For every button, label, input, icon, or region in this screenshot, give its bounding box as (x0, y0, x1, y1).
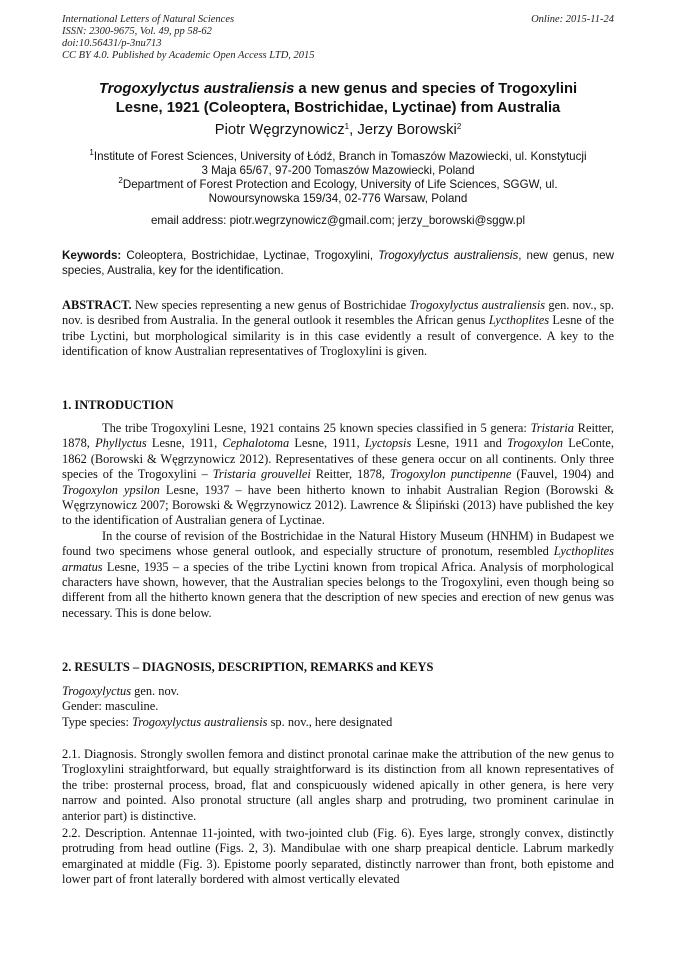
text-run: Lesne, 1937 – have been hitherto known to inhabit Australian Region (Borowski & Węgrzynowicz 2007; Borowski & Węgrzynowicz 2012). Lawrence & Ślipiński (2013) have published the key to the identification of Australian genera of Lyctinae. (62, 482, 614, 528)
text-run: The tribe Trogoxylini Lesne, 1921 contains 25 known species classified in 5 genera: (102, 421, 531, 435)
type-label: Type species: (62, 714, 133, 729)
genus-line (62, 684, 614, 699)
keywords-text-1: Coleoptera, Bostrichidae, Lyctinae, Trogoxylini, (121, 249, 379, 262)
text-run: Reitter, 1878, (310, 467, 390, 482)
abstract (62, 298, 614, 360)
text-run: (Fauvel, 1904) and (511, 467, 614, 482)
affiliation-2-line2: Nowoursynowska 159/34, 02-776 Warsaw, Poland (208, 192, 468, 205)
genus-name: Trogoxylyctus (62, 684, 132, 698)
affiliation-2-line1: Department of Forest Protection and Ecology, University of Life Sciences, SGGW, ul. (122, 178, 558, 191)
text-run: Reitter, 1878, (62, 421, 615, 451)
doi-line: doi:10.56431/p-3nu713 (62, 38, 162, 49)
keywords-label: Keywords: (62, 249, 122, 262)
authors (62, 121, 614, 140)
email-line: email address: piotr.wegrzynowicz@gmail.com; jerzy_borowski@sggw.pl (150, 214, 526, 227)
type-species: Trogoxylyctus australiensis (132, 714, 268, 729)
italic-taxon: Phyllyctus (95, 436, 147, 451)
genus-info (62, 684, 614, 730)
title-rest-line1: a new genus and species of Trogoxylini (294, 81, 578, 97)
abstract-text-1: New species representing a new genus of Bostrichidae (131, 298, 410, 312)
text-run: In the course of revision of the Bostrichidae in the Natural History Museum (HNHM) in Budapest we found two specimens whose general outlook, and especially structure of pronotum, resembled (62, 528, 614, 559)
affiliation-1-mark: 1 (89, 148, 94, 157)
description-paragraph: 2.2. Description. Antennae 11-jointed, with two-jointed club (Fig. 6). Eyes large, strongly convex, distinctly protruding from head outline (Figs. 2, 3). Mandibulae with one sharp preapical denticle. Labrum markedly emarginated at middle (Fig. 3). Epistome poorly separated, distinctly narrower than front, both epistome and lower part of front laterally bordered with almost vertically elevated (62, 826, 614, 887)
keywords (62, 248, 614, 278)
italic-taxon: Cephalotoma (222, 436, 290, 451)
title-species: Trogoxylyctus australiensis (98, 81, 295, 97)
affiliation-2-mark: 2 (118, 176, 123, 185)
author-2-affil: 2 (456, 122, 462, 131)
type-suffix: sp. nov., here designated (267, 714, 393, 729)
text-run: LeConte, 1862 (Borowski & Węgrzynowicz 2012). Representatives of these genera occur on all continents. Only three species of the Trogoxylini – (62, 436, 614, 482)
intro-paragraph-1 (62, 421, 614, 529)
genus-suffix: gen. nov. (131, 684, 180, 698)
italic-taxon: Trogoxylon punctipenne (389, 467, 512, 482)
italic-taxon: Lycthoplites armatus (62, 544, 614, 574)
text-run: Lesne, 1911, (289, 436, 365, 451)
type-species-line (62, 715, 614, 730)
diagnosis-paragraph: 2.1. Diagnosis. Strongly swollen femora and distinct pronotal carinae make the attribution of the new genus to Trogloxylini straightforward, but equally straightforward is its distinction from all known representatives of the tribe: prosternal process, broad, flat and conspicuously widened apically in other genera, is here very narrow and pointed. Also pronotal structure (all angles sharp and protruding, two prominent carinulae in anterior part) is distinctive. (62, 747, 614, 823)
intro-paragraph-2 (62, 529, 614, 621)
abstract-text-2: gen. nov., sp. nov. is desribed from Australia. In the general outlook it resembles the African genus (62, 298, 614, 328)
paper-title (62, 80, 614, 118)
italic-taxon: Tristaria grouvellei (212, 467, 311, 482)
section-1-heading: 1. INTRODUCTION (62, 398, 174, 412)
online-date: Online: 2015-11-24 (531, 14, 614, 25)
keywords-species: Trogoxylyctus australiensis (378, 249, 519, 262)
abstract-genus: Lycthoplites (488, 313, 550, 328)
italic-taxon: Trogoxylon (507, 436, 564, 451)
italic-taxon: Trogoxylon ypsilon (62, 482, 160, 497)
gender-line: Gender: masculine. (62, 699, 159, 714)
abstract-label: ABSTRACT. (62, 298, 132, 312)
title-line2: Lesne, 1921 (Coleoptera, Bostrichidae, Lyctinae) from Australia (115, 100, 561, 116)
text-run: Lesne, 1911 and (411, 436, 508, 451)
affiliation-1-line1: Institute of Forest Sciences, University of Łódź, Branch in Tomaszów Mazowiecki, ul. Konstytucji (93, 150, 587, 163)
text-run: Lesne, 1911, (146, 436, 223, 451)
italic-taxon: Tristaria (530, 421, 574, 435)
journal-name: International Letters of Natural Sciences (62, 14, 235, 25)
keywords-text-2: , new genus, new species, Australia, key for the identification. (62, 249, 614, 277)
author-separator: , (349, 122, 358, 138)
text-run: Lesne, 1935 – a species of the tribe Lyctini known from tropical Africa. Analysis of morphological characters have shown, however, that the Australian species belongs to the Trogoxylini, even though being so different from all the hitherto known genera that the description of new species and erection of new genus was necessary. This is done below. (62, 559, 614, 620)
affiliation-2 (62, 178, 614, 206)
introduction (62, 421, 614, 621)
author-2: Jerzy Borowski (357, 122, 457, 138)
affiliation-1-line2: 3 Maja 65/67, 97-200 Tomaszów Mazowiecki, Poland (201, 164, 475, 177)
issn-line: ISSN: 2300-9675, Vol. 49, pp 58-62 (62, 26, 212, 37)
abstract-species: Trogoxylyctus australiensis (409, 298, 546, 312)
license-line: CC BY 4.0. Published by Academic Open Access LTD, 2015 (62, 50, 315, 61)
section-2-heading: 2. RESULTS – DIAGNOSIS, DESCRIPTION, REMARKS and KEYS (62, 660, 434, 674)
affiliation-1 (62, 150, 614, 178)
author-1: Piotr Węgrzynowicz (214, 122, 345, 138)
author-1-affil: 1 (344, 122, 350, 131)
abstract-text-3: Lesne of the tribe Lyctini, but morphological similarity is in this case evidently a result of convergence. A key to the identification of know Australian representatives of Trogloxylini is given. (62, 313, 614, 359)
italic-taxon: Lyctopsis (364, 436, 412, 451)
